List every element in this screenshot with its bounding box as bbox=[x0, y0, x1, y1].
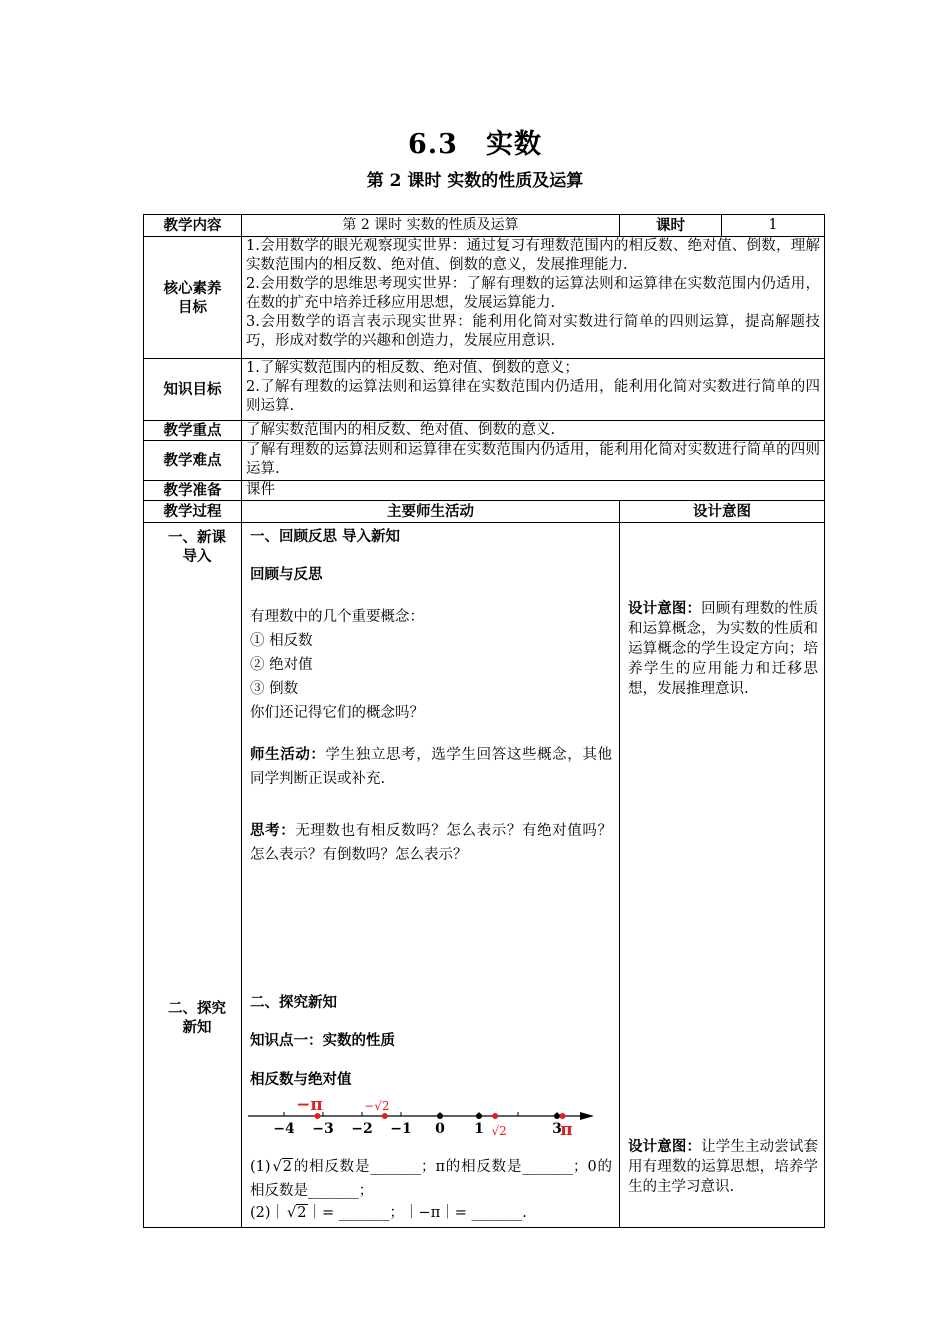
tick-label: 0 bbox=[435, 1121, 445, 1137]
core-label-text: 核心素养目标 bbox=[163, 279, 222, 316]
intent2-label: 设计意图： bbox=[628, 1138, 702, 1155]
stage-intro-line1: 一、新课 bbox=[168, 529, 226, 546]
focus-value: 了解实数范围内的相反数、绝对值、倒数的意义. bbox=[242, 421, 825, 441]
period-label: 课时 bbox=[620, 215, 722, 237]
stage-intro bbox=[148, 528, 246, 566]
page-subtitle: 第 2 课时 实数的性质及运算 bbox=[366, 171, 584, 191]
number-line bbox=[246, 1089, 606, 1147]
point-dot bbox=[382, 1113, 388, 1119]
prep-value: 课件 bbox=[242, 481, 825, 501]
focus-label: 教学重点 bbox=[144, 421, 242, 441]
intent2-text: 让学生主动尝试套用有理数的运算思想，培养学生的主学习意识. bbox=[628, 1139, 819, 1195]
question-1 bbox=[250, 1155, 612, 1203]
q2-text: ｜= _______；｜−π｜= _______. bbox=[307, 1205, 527, 1221]
kp1-title: 知识点一：实数的性质 bbox=[250, 1032, 395, 1049]
point-dot bbox=[554, 1113, 560, 1119]
page-title: 6.3 实数 bbox=[408, 129, 542, 160]
tick-label: −2 bbox=[351, 1121, 373, 1137]
knowledge-item-2: 2.了解有理数的运算法则和运算律在实数范围内仍适用，能利用化简对实数进行简单的四则运算. bbox=[246, 379, 821, 414]
review-intro: 有理数中的几个重要概念： bbox=[250, 609, 424, 625]
q1-radical: √2 bbox=[272, 1159, 293, 1175]
tick-label: 3 bbox=[552, 1121, 562, 1137]
q1-text: 的相反数是_______；π的相反数是_______；0的相反数是_______； bbox=[250, 1159, 612, 1199]
stage-intro-line2: 导入 bbox=[182, 548, 212, 565]
point-label: −√2 bbox=[364, 1099, 390, 1113]
tick-label: −4 bbox=[273, 1121, 295, 1137]
core-label bbox=[144, 237, 242, 359]
process-label: 教学过程 bbox=[144, 501, 242, 523]
point-label: −π bbox=[296, 1095, 323, 1115]
content-value: 第 2 课时 实数的性质及运算 bbox=[242, 215, 620, 237]
review-list bbox=[250, 605, 612, 725]
content-label: 教学内容 bbox=[144, 215, 242, 237]
intent-2 bbox=[628, 1137, 818, 1197]
think-text: 无理数也有相反数吗？怎么表示？有绝对值吗？怎么表示？有倒数吗？怎么表示？ bbox=[250, 823, 613, 863]
point-dot bbox=[492, 1113, 498, 1119]
stage-explore bbox=[148, 999, 246, 1037]
difficulty-value: 了解有理数的运算法则和运算律在实数范围内仍适用，能利用化简对实数进行简单的四则运算. bbox=[242, 441, 825, 481]
tick-label: −1 bbox=[390, 1121, 412, 1137]
intent-header: 设计意图 bbox=[620, 501, 825, 523]
q1-prefix: (1) bbox=[250, 1159, 271, 1175]
intent-1 bbox=[628, 599, 818, 699]
q2-radical: √2 bbox=[287, 1205, 307, 1221]
q2-radicand: 2 bbox=[297, 1205, 307, 1221]
tick-label: −3 bbox=[312, 1121, 334, 1137]
activity-column bbox=[242, 523, 620, 1228]
intent-column bbox=[620, 523, 825, 1228]
core-item-1: 1.会用数学的眼光观察现实世界：通过复习有理数范围内的相反数、绝对值、倒数，理解实数范围内的相反数、绝对值、倒数的意义，发展推理能力. bbox=[246, 238, 821, 273]
axis-arrow bbox=[580, 1112, 594, 1120]
section1-title: 一、回顾反思 导入新知 bbox=[250, 528, 401, 545]
knowledge-label: 知识目标 bbox=[144, 359, 242, 421]
stage-explore-line1: 二、探究 bbox=[168, 1000, 226, 1017]
lesson-plan-table bbox=[143, 214, 825, 1228]
kp1-subtitle: 相反数与绝对值 bbox=[250, 1071, 352, 1088]
stage-column bbox=[144, 523, 242, 1228]
q1-radicand: 2 bbox=[282, 1159, 293, 1175]
review-title: 回顾与反思 bbox=[250, 566, 323, 583]
activity-label: 师生活动： bbox=[250, 746, 326, 763]
think-label: 思考： bbox=[250, 822, 296, 839]
intent1-label: 设计意图： bbox=[628, 600, 702, 617]
knowledge-item-1: 1.了解实数范围内的相反数、绝对值、倒数的意义； bbox=[246, 360, 579, 376]
intent1-text: 回顾有理数的性质和运算概念，为实数的性质和运算概念的学生设定方向；培养学生的应用能力和迁移思想，发展推理意识. bbox=[628, 601, 819, 697]
period-value: 1 bbox=[722, 215, 825, 237]
prep-label: 教学准备 bbox=[144, 481, 242, 501]
review-item-3: ③ 倒数 bbox=[250, 681, 299, 697]
point-dot bbox=[560, 1113, 566, 1119]
review-item-2: ② 绝对值 bbox=[250, 657, 313, 673]
core-item-3: 3.会用数学的语言表示现实世界：能利用化简对实数进行简单的四则运算，提高解题技巧，形成对数学的兴趣和创造力，发展应用意识. bbox=[246, 314, 821, 349]
tick-label: 1 bbox=[474, 1121, 484, 1137]
section2-title: 二、探究新知 bbox=[250, 994, 337, 1011]
q2-prefix: (2)｜ bbox=[250, 1205, 286, 1221]
knowledge-goals bbox=[242, 359, 825, 421]
point-label: √2 bbox=[491, 1124, 507, 1138]
question-2 bbox=[250, 1203, 612, 1223]
stage-explore-line2: 新知 bbox=[182, 1019, 212, 1036]
think-paragraph bbox=[250, 819, 612, 867]
point-dot bbox=[437, 1113, 443, 1119]
review-item-1: ① 相反数 bbox=[250, 633, 313, 649]
activity-text: 学生独立思考，选学生回答这些概念，其他同学判断正误或补充. bbox=[250, 747, 613, 787]
core-item-2: 2.会用数学的思维思考现实世界：了解有理数的运算法则和运算律在实数范围内仍适用，在数的扩充中培养迁移应用思想，发展运算能力. bbox=[246, 276, 821, 311]
activity-header: 主要师生活动 bbox=[242, 501, 620, 523]
core-goals bbox=[242, 237, 825, 359]
difficulty-label: 教学难点 bbox=[144, 441, 242, 481]
point-label: π bbox=[560, 1120, 573, 1140]
review-question: 你们还记得它们的概念吗？ bbox=[250, 705, 424, 721]
activity-paragraph bbox=[250, 743, 612, 791]
point-dot bbox=[476, 1113, 482, 1119]
